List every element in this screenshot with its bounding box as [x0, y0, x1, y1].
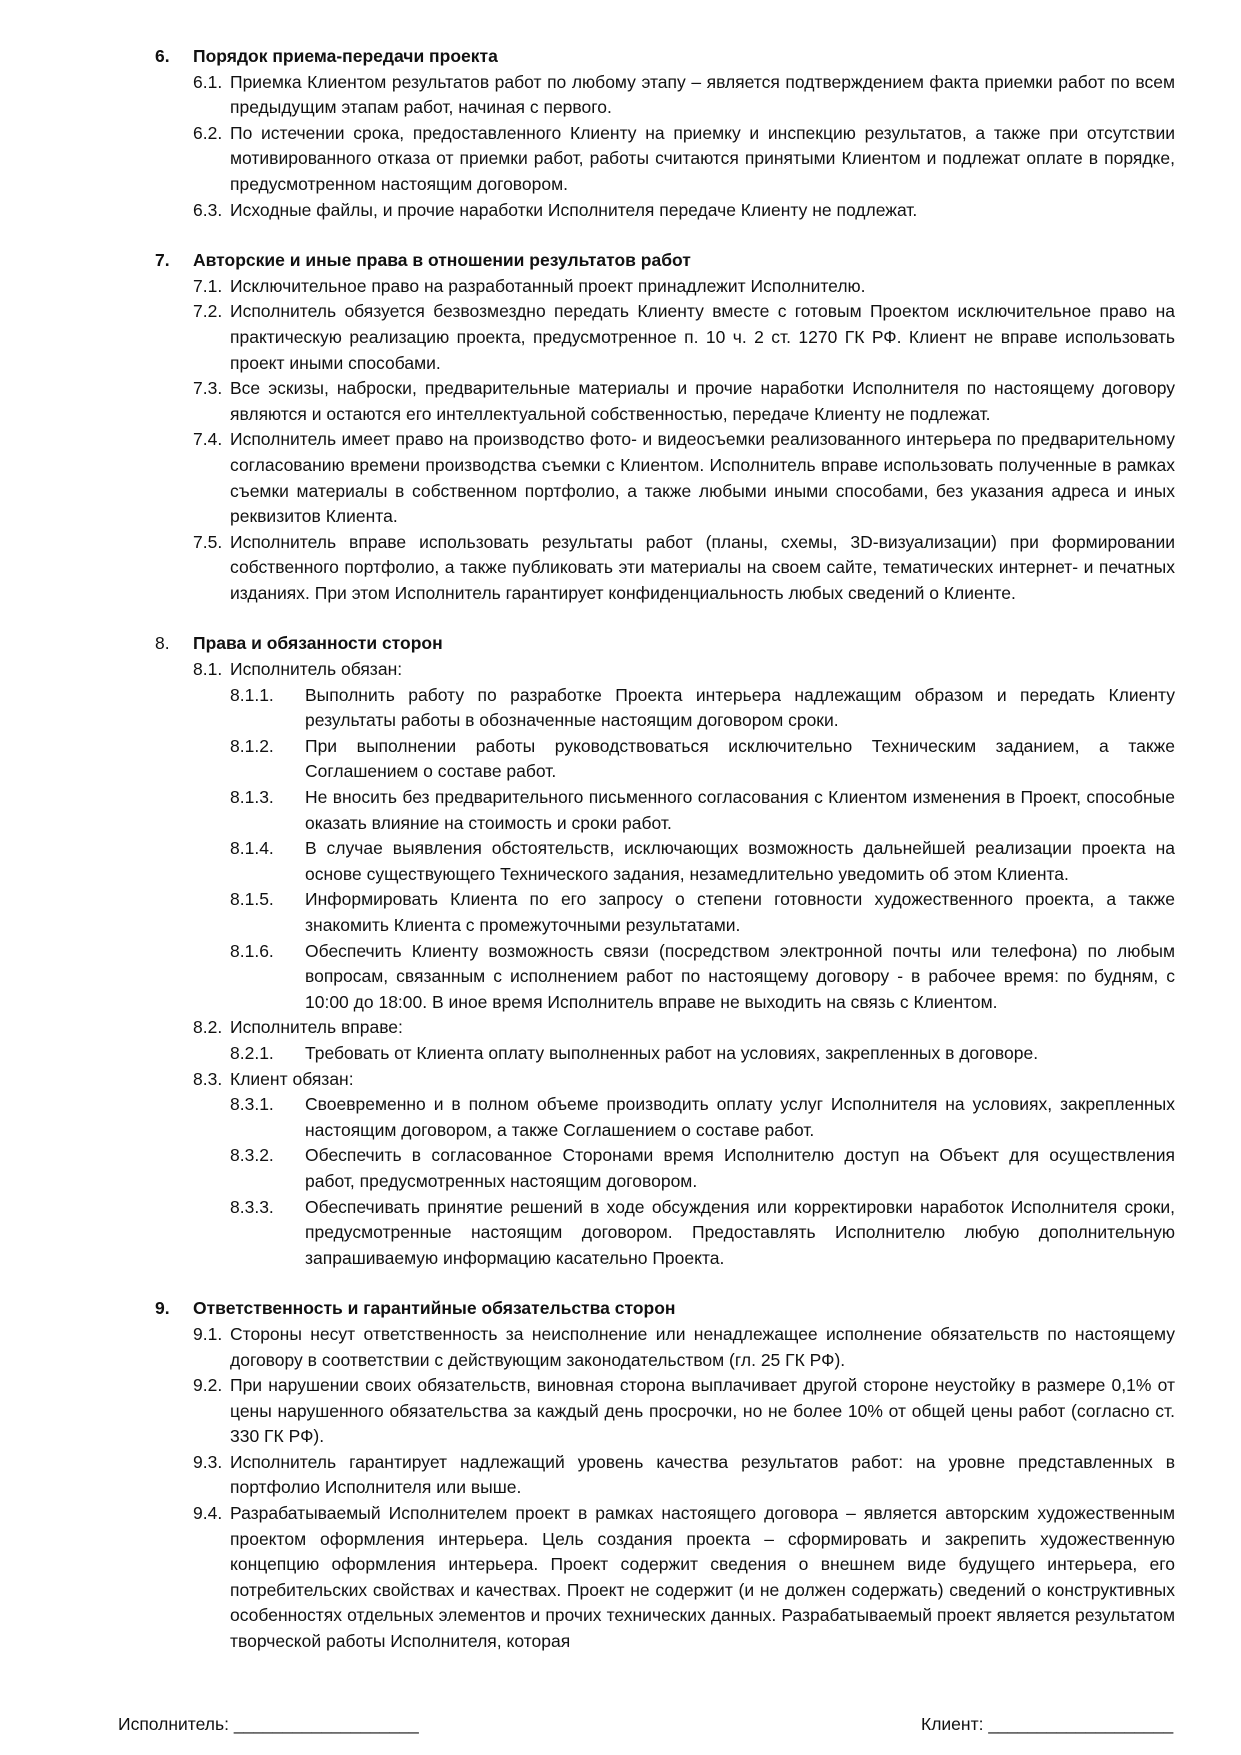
subclause-number: 8.1.3.: [230, 787, 274, 808]
clause-text: Стороны несут ответственность за неисполнение или ненадлежащее исполнение обязательств по настоящему договору в соответствии с действующим законодательством (гл. 25 ГК РФ).: [230, 1323, 1175, 1370]
clause-text: Исходные файлы, и прочие наработки Исполнителя передаче Клиенту не подлежат.: [230, 199, 918, 220]
clause-text: Исполнитель вправе:: [230, 1017, 403, 1038]
section-number: 9.: [155, 1298, 170, 1319]
subclause-text: Информировать Клиента по его запросу о степени готовности художественного проекта, а также знакомить Клиента с промежуточными результатами.: [305, 889, 1175, 935]
clause-text: Разрабатываемый Исполнителем проект в рамках настоящего договора – является авторским художественным проектом оформления интерьера. Цель создания проекта – сформировать и закрепить художественную концепцию оформления интерьера. Проект содержит сведения о внешнем виде будущего интерьера, его потребительских свойствах и качествах. Проект не содержит (и не должен содержать) сведений о конструктивных особенностях отдельных элементов и прочих технических данных. Разрабатываемый проект является результатом творческой работы Исполнителя, которая: [230, 1503, 1175, 1652]
subclause-number: 8.1.4.: [230, 838, 274, 859]
subclause-text: Обеспечить Клиенту возможность связи (посредством электронной почты или телефона) по любым вопросам, связанным с исполнением работ по настоящему договору - в рабочее время: по будням, с 10:00 до 18:00. В иное время Исполнитель вправе не выходить на связь с Клиентом.: [305, 940, 1175, 1012]
section-heading: [155, 631, 1175, 657]
clause-number: 7.5.: [193, 531, 223, 552]
section-title: Ответственность и гарантийные обязательства сторон: [193, 1298, 676, 1319]
clause-number: 7.3.: [193, 378, 223, 399]
subclause-text: Не вносить без предварительного письменного согласования с Клиентом изменения в Проект, способные оказать влияние на стоимость и сроки работ.: [305, 787, 1175, 833]
clause-text: Исполнитель вправе использовать результаты работ (планы, схемы, 3D-визуализации) при формировании собственного портфолио, а также публиковать эти материалы на своем сайте, тематических интернет- и печатных изданиях. При этом Исполнитель гарантирует конфиденциальность любых сведений о Клиенте.: [230, 531, 1175, 603]
subclause: [230, 939, 1175, 1016]
clause: [193, 657, 1175, 683]
clause: [193, 1501, 1175, 1655]
subclause-text: Своевременно и в полном объеме производить оплату услуг Исполнителя на условиях, закрепленных настоящим договором, а также Соглашением о составе работ.: [305, 1094, 1175, 1140]
clause-text: Исполнитель имеет право на производство фото- и видеосъемки реализованного интерьера по предварительному согласованию времени производства съемки с Клиентом. Исполнитель вправе использовать полученные в рамках съемки материалы в собственном портфолио, а также любыми иными способами, без указания адреса и иных реквизитов Клиента.: [230, 429, 1175, 527]
subclause-number: 8.1.1.: [230, 684, 274, 705]
section-number: 8.: [155, 633, 170, 654]
section-6: [155, 44, 1175, 223]
clause-number: 7.1.: [193, 275, 223, 296]
clause-number: 6.3.: [193, 199, 223, 220]
section-title: Порядок приема-передачи проекта: [193, 46, 498, 66]
signature-line-contractor: Исполнитель: ___________________: [118, 1714, 419, 1734]
clause: [193, 1322, 1175, 1373]
subclause-text: Обеспечить в согласованное Сторонами время Исполнителю доступ на Объект для осуществления работ, предусмотренных настоящим договором.: [305, 1145, 1175, 1191]
subclause: [230, 683, 1175, 734]
subclause: [230, 887, 1175, 938]
section-number: 6.: [155, 46, 170, 66]
clause-text: Исполнитель обязан:: [230, 659, 403, 680]
clause: [193, 299, 1175, 376]
clause: [193, 274, 1175, 300]
clause-text: Клиент обязан:: [230, 1068, 354, 1089]
clause-number: 8.1.: [193, 659, 223, 680]
clause-number: 7.2.: [193, 301, 223, 322]
clause-number: 9.1.: [193, 1323, 223, 1344]
section-heading: [155, 44, 1175, 70]
subclause: [230, 1041, 1175, 1067]
section-number: 7.: [155, 250, 170, 271]
clause-text: Исполнитель обязуется безвозмездно передать Клиенту вместе с готовым Проектом исключительное право на практическую реализацию проекта, предусмотренное п. 10 ч. 2 ст. 1270 ГК РФ. Клиент не вправе использовать проект иными способами.: [230, 301, 1175, 373]
subclause-number: 8.1.5.: [230, 889, 274, 910]
section-title: Права и обязанности сторон: [193, 633, 443, 654]
section-8: [155, 631, 1175, 1271]
subclause-text: Требовать от Клиента оплату выполненных работ на условиях, закрепленных в договоре.: [305, 1042, 1039, 1063]
clause-text: Исполнитель гарантирует надлежащий уровень качества результатов работ: на уровне представленных в портфолио Исполнителя или выше.: [230, 1451, 1175, 1498]
subclause-number: 8.1.2.: [230, 735, 274, 756]
clause-number: 9.4.: [193, 1503, 223, 1524]
clause: [193, 427, 1175, 529]
subclause-number: 8.3.3.: [230, 1196, 274, 1217]
clause-text: Исключительное право на разработанный проект принадлежит Исполнителю.: [230, 275, 866, 296]
clause-number: 6.2.: [193, 122, 223, 143]
clause: [193, 1015, 1175, 1041]
clause: [193, 530, 1175, 607]
clause-number: 9.3.: [193, 1451, 223, 1472]
section-9: [155, 1296, 1175, 1654]
subclause-text: При выполнении работы руководствоваться исключительно Техническим заданием, а также Соглашением о составе работ.: [305, 735, 1175, 782]
section-heading: [155, 248, 1175, 274]
subclause: [230, 785, 1175, 836]
subclause-number: 8.2.1.: [230, 1042, 274, 1063]
clause-number: 9.2.: [193, 1375, 223, 1396]
section-title: Авторские и иные права в отношении результатов работ: [193, 250, 691, 271]
subclause-number: 8.3.1.: [230, 1094, 274, 1115]
clause: [193, 121, 1175, 198]
subclause: [230, 836, 1175, 887]
clause: [193, 1067, 1175, 1093]
clause-text: По истечении срока, предоставленного Клиенту на приемку и инспекцию результатов, а также при отсутствии мотивированного отказа от приемки работ, работы считаются принятыми Клиентом и подлежат оплате в порядке, предусмотренном настоящим договором.: [230, 122, 1175, 194]
clause-number: 6.1.: [193, 71, 223, 92]
clause: [193, 376, 1175, 427]
section-7: [155, 248, 1175, 606]
clause: [193, 1450, 1175, 1501]
clause-text: Все эскизы, наброски, предварительные материалы и прочие наработки Исполнителя по настоящему договору являются и остаются его интеллектуальной собственностью, передаче Клиенту не подлежат.: [230, 378, 1175, 424]
subclause: [230, 734, 1175, 785]
signature-line-client: Клиент: ___________________: [921, 1714, 1174, 1734]
document-body: [155, 44, 1175, 1680]
subclause-text: Обеспечивать принятие решений в ходе обсуждения или корректировки наработок Исполнителя сроки, предусмотренные настоящим договором. Предоставлять Исполнителю любую дополнительную запрашиваемую информацию касательно Проекта.: [305, 1196, 1175, 1268]
subclause: [230, 1092, 1175, 1143]
clause: [193, 198, 1175, 224]
clause-text: Приемка Клиентом результатов работ по любому этапу – является подтверждением факта приемки работ по всем предыдущим этапам работ, начиная с первого.: [230, 71, 1175, 118]
subclause-text: Выполнить работу по разработке Проекта интерьера надлежащим образом и передать Клиенту результаты работы в обозначенные настоящим договором сроки.: [305, 684, 1175, 731]
clause-text: При нарушении своих обязательств, виновная сторона выплачивает другой стороне неустойку в размере 0,1% от цены нарушенного обязательства за каждый день просрочки, но не более 10% от общей цены работ (согласно ст. 330 ГК РФ).: [230, 1375, 1175, 1447]
clause-number: 7.4.: [193, 429, 223, 450]
subclause-number: 8.3.2.: [230, 1145, 274, 1166]
subclause-number: 8.1.6.: [230, 940, 274, 961]
clause-number: 8.3.: [193, 1068, 223, 1089]
subclause: [230, 1195, 1175, 1272]
clause-number: 8.2.: [193, 1017, 223, 1038]
clause: [193, 70, 1175, 121]
subclause: [230, 1143, 1175, 1194]
clause: [193, 1373, 1175, 1450]
subclause-text: В случае выявления обстоятельств, исключающих возможность дальнейшей реализации проекта на основе существующего Технического задания, незамедлительно уведомить об этом Клиента.: [305, 838, 1175, 884]
section-heading: [155, 1296, 1175, 1322]
